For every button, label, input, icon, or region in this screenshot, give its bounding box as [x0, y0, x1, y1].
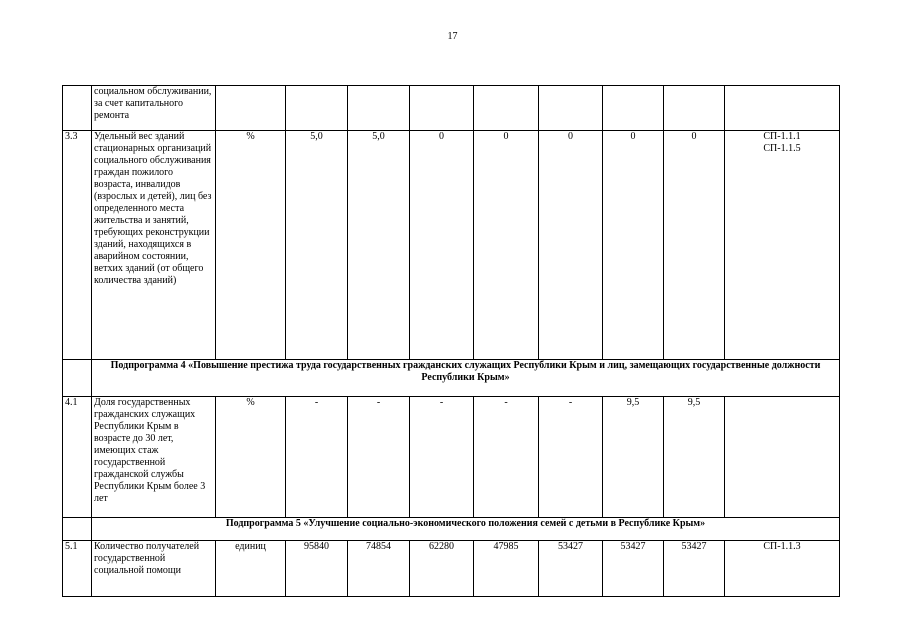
- cell-value: 5,0: [286, 131, 348, 360]
- cell-code: [725, 131, 840, 360]
- table-row-section-5: [63, 518, 840, 541]
- page-number: 17: [447, 31, 458, 42]
- cell-value: 0: [474, 131, 539, 360]
- cell-value: -: [539, 397, 603, 518]
- cell-value: 0: [664, 131, 725, 360]
- cell-value: 62280: [410, 541, 474, 597]
- cell-unit: %: [216, 397, 286, 518]
- code-line: СП-1.1.5: [763, 143, 801, 154]
- cell-value: 0: [539, 131, 603, 360]
- cell-unit: %: [216, 131, 286, 360]
- cell-num: [63, 360, 92, 397]
- cell-value: [474, 86, 539, 131]
- cell-code: СП-1.1.3: [725, 541, 840, 597]
- cell-value: -: [474, 397, 539, 518]
- cell-value: 74854: [348, 541, 410, 597]
- cell-unit: [216, 86, 286, 131]
- cell-value: 9,5: [664, 397, 725, 518]
- cell-value: [286, 86, 348, 131]
- section-title: Подпрограмма 5 «Улучшение социально-экономического положения семей с детьми в Республике Крым»: [92, 518, 840, 541]
- cell-value: [348, 86, 410, 131]
- cell-value: 0: [410, 131, 474, 360]
- cell-num: 4.1: [63, 397, 92, 518]
- table-row-4-1: [63, 397, 840, 518]
- cell-num: 3.3: [63, 131, 92, 360]
- indicators-table: [62, 85, 840, 597]
- table-row-5-1: [63, 541, 840, 597]
- cell-value: -: [410, 397, 474, 518]
- cell-indicator-name: Количество получателей государственной социальной помощи: [92, 541, 216, 597]
- cell-indicator-name: социальном обслуживании, за счет капитального ремонта: [92, 86, 216, 131]
- cell-value: [664, 86, 725, 131]
- cell-value: [410, 86, 474, 131]
- cell-num: [63, 86, 92, 131]
- cell-value: 5,0: [348, 131, 410, 360]
- cell-value: 53427: [539, 541, 603, 597]
- cell-value: -: [348, 397, 410, 518]
- cell-value: 53427: [603, 541, 664, 597]
- cell-indicator-name: Удельный вес зданий стационарных организаций социального обслуживания граждан пожилого возраста, инвалидов (взрослых и детей), лиц без определенного места жительства и занятий, требующих реконструкции зданий, находящихся в аварийном состоянии, ветхих зданий (от общего количества зданий): [92, 131, 216, 360]
- code-line: СП-1.1.1: [763, 131, 801, 142]
- cell-indicator-name: Доля государственных гражданских служащих Республики Крым в возрасте до 30 лет, имеющих стаж государственной гражданской службы Республики Крым более 3 лет: [92, 397, 216, 518]
- cell-value: 9,5: [603, 397, 664, 518]
- table-row-continuation: [63, 86, 840, 131]
- section-title: Подпрограмма 4 «Повышение престижа труда государственных гражданских служащих Республики Крым и лиц, замещающих государственные должности Республики Крым»: [92, 360, 840, 397]
- cell-num: [63, 518, 92, 541]
- cell-value: 53427: [664, 541, 725, 597]
- cell-value: 0: [603, 131, 664, 360]
- cell-num: 5.1: [63, 541, 92, 597]
- cell-value: [539, 86, 603, 131]
- cell-value: 95840: [286, 541, 348, 597]
- cell-value: 47985: [474, 541, 539, 597]
- cell-value: [603, 86, 664, 131]
- cell-code: [725, 86, 840, 131]
- cell-code: [725, 397, 840, 518]
- table-row-section-4: [63, 360, 840, 397]
- cell-unit: единиц: [216, 541, 286, 597]
- cell-value: -: [286, 397, 348, 518]
- table-row-3-3: [63, 131, 840, 360]
